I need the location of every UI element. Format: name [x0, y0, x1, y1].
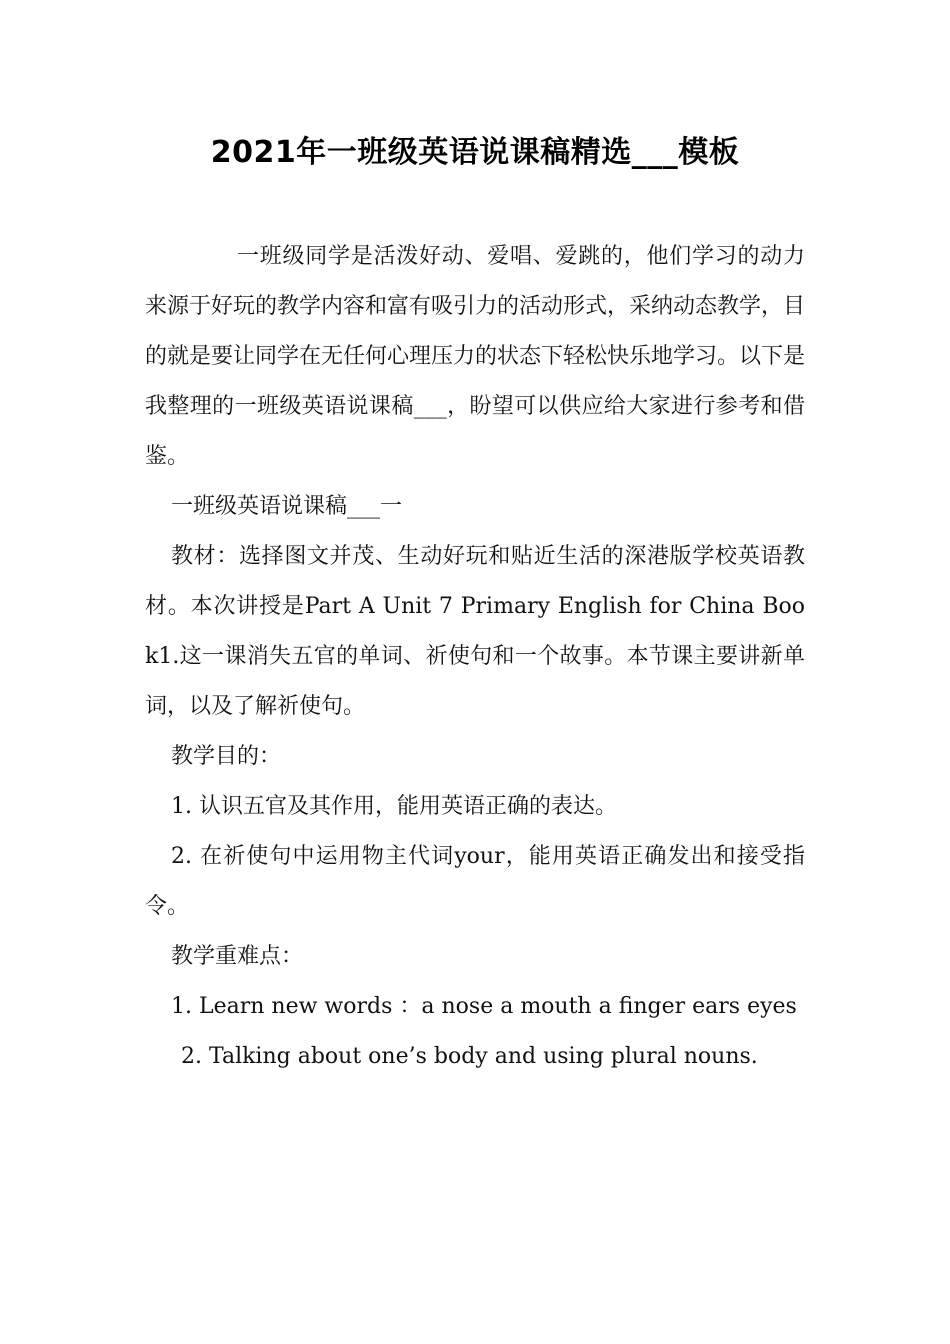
objective-item-1: 1. 认识五官及其作用，能用英语正确的表达。	[171, 794, 617, 819]
teaching-objectives-heading: 教学目的：	[171, 744, 282, 769]
difficulty-item-2: 2. Talking about one’s body and using plural nouns.	[181, 1044, 758, 1069]
objective-item-2: 2. 在祈使句中运用物主代词your，能用英语正确发出和接受指令。	[145, 844, 805, 919]
document-title: 2021年一班级英语说课稿精选___模板	[210, 135, 740, 170]
intro-paragraph: 一班级同学是活泼好动、爱唱、爱跳的，他们学习的动力来源于好玩的教学内容和富有吸引力的活动形式，采纳动态教学，目的就是要让同学在无任何心理压力的状态下轻松快乐地学习。以下是我整理的一班级英语说课稿___，盼望可以供应给大家进行参考和借鉴。	[145, 244, 806, 469]
textbook-paragraph: 教材：选择图文并茂、生动好玩和贴近生活的深港版学校英语教材。本次讲授是Part A Unit 7 Primary English for China Book1.这一课消失五官的单词、祈使句和一个故事。本节课主要讲新单词，以及了解祈使句。	[145, 544, 805, 719]
section-heading-lesson-one: 一班级英语说课稿___一	[171, 494, 403, 519]
key-difficulties-heading: 教学重难点：	[171, 944, 304, 969]
document-body	[145, 232, 805, 1082]
difficulty-item-1: 1. Learn new words ：a nose a mouth a finger ears eyes	[171, 994, 797, 1019]
